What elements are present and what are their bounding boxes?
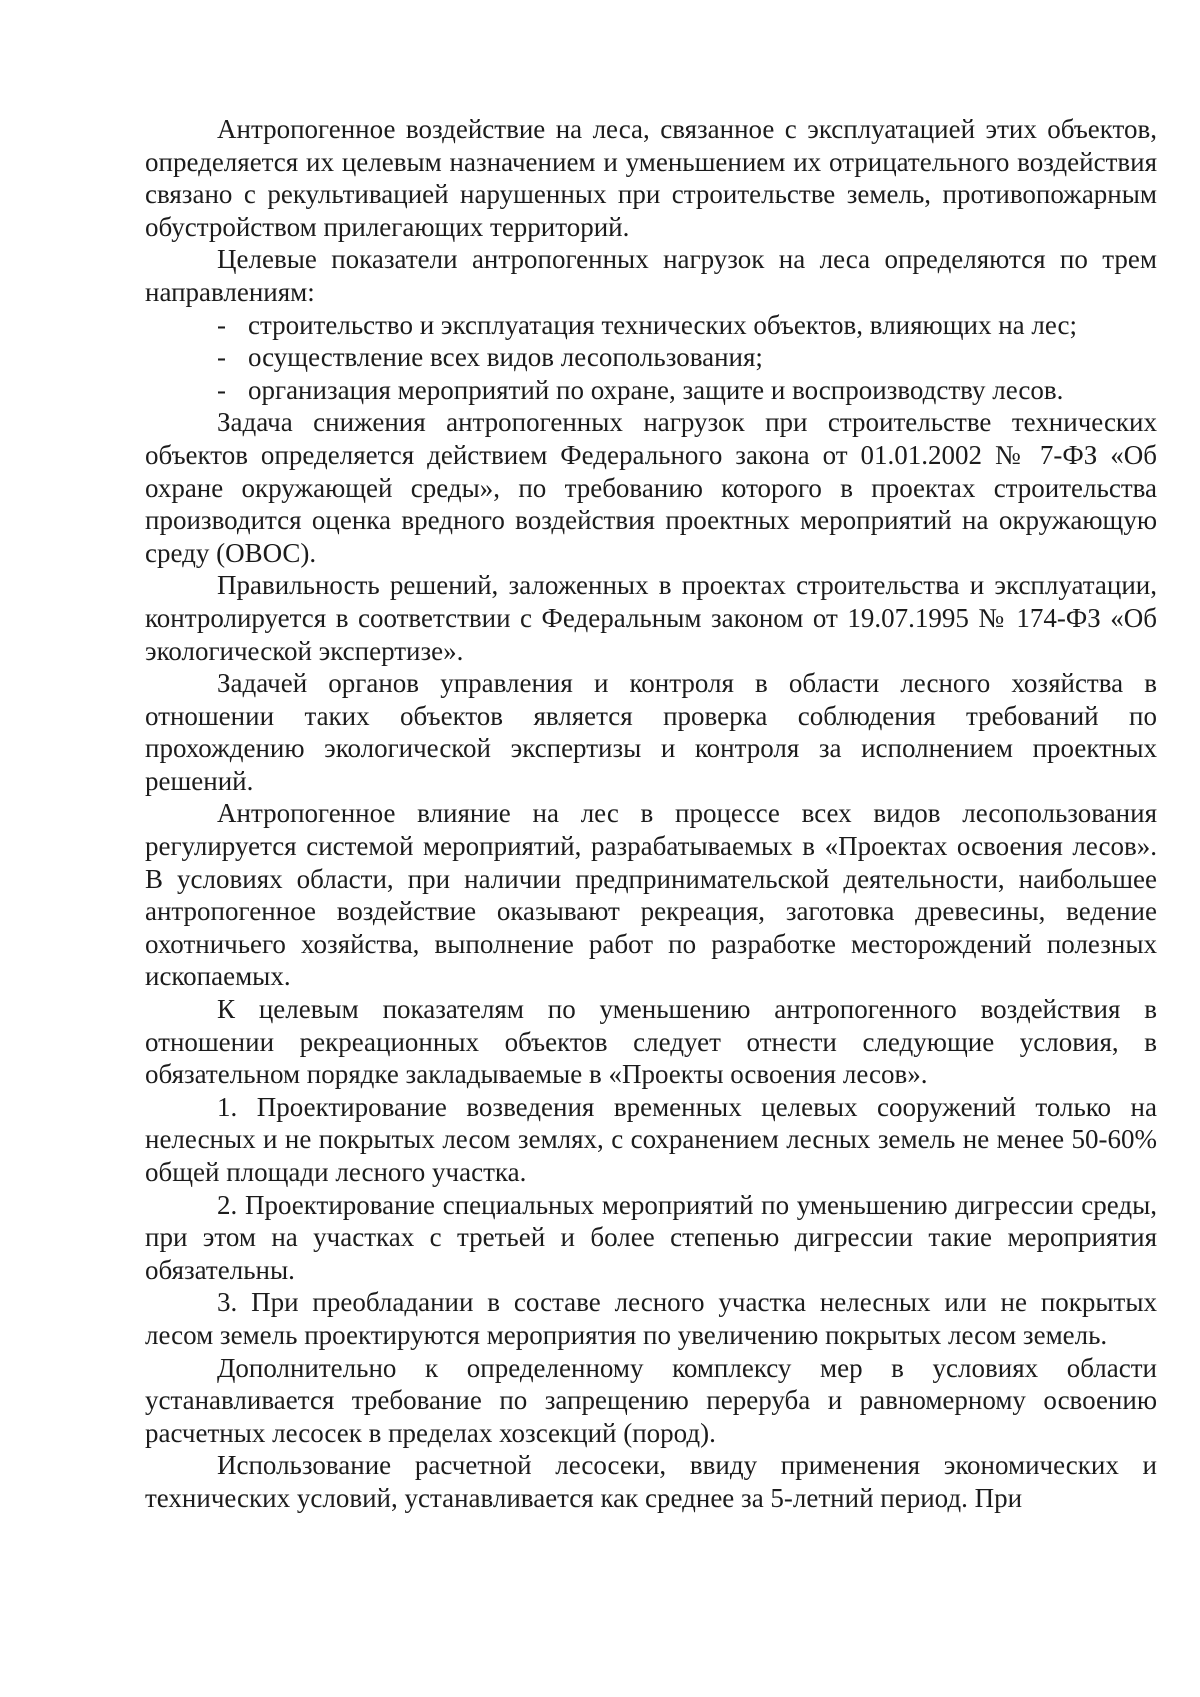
bullet-list — [145, 309, 1157, 407]
numbered-paragraph: 1. Проектирование возведения временных целевых сооружений только на нелесных и не покрытых лесом землях, с сохранением лесных земель не менее 50-60% общей площади лесного участка. — [145, 1091, 1157, 1187]
dash-marker: - — [217, 374, 226, 405]
list-item-text: осуществление всех видов лесопользования; — [248, 342, 763, 373]
paragraph: Задача снижения антропогенных нагрузок при строительстве технических объектов определяется действием Федерального закона от 01.01.2002 № 7-ФЗ «Об охране окружающей среды», по требованию которого в проектах строительства производится оценка вредного воздействия проектных мероприятий на окружающую среду (ОВОС). — [145, 407, 1157, 568]
dash-marker: - — [217, 309, 226, 340]
paragraph: Правильность решений, заложенных в проектах строительства и эксплуатации, контролируется в соответствии с Федеральным законом от 19.07.1995 № 174-ФЗ «Об экологической экспертизе». — [145, 570, 1157, 666]
paragraph: Задачей органов управления и контроля в области лесного хозяйства в отношении таких объектов является проверка соблюдения требований по прохождению экологической экспертизы и контроля за исполнением проектных решений. — [145, 668, 1157, 796]
list-item-text: организация мероприятий по охране, защите и воспроизводству лесов. — [248, 374, 1064, 405]
list-item-text: строительство и эксплуатация технических объектов, влияющих на лес; — [248, 309, 1077, 340]
paragraph: Использование расчетной лесосеки, ввиду применения экономических и технических условий, устанавливается как среднее за 5-летний период. При — [145, 1450, 1157, 1513]
paragraph: Целевые показатели антропогенных нагрузок на леса определяются по трем направлениям: — [145, 244, 1157, 307]
list-item — [145, 374, 1157, 407]
numbered-paragraph: 3. При преобладании в составе лесного участка нелесных или не покрытых лесом земель проектируются мероприятия по увеличению покрытых лесом земель. — [145, 1287, 1157, 1350]
list-item — [145, 341, 1157, 374]
dash-marker: - — [217, 342, 226, 373]
paragraph: К целевым показателям по уменьшению антропогенного воздействия в отношении рекреационных объектов следует отнести следующие условия, в обязательном порядке закладываемые в «Проекты освоения лесов». — [145, 994, 1157, 1090]
paragraph: Антропогенное воздействие на леса, связанное с эксплуатацией этих объектов, определяется их целевым назначением и уменьшением их отрицательного воздействия связано с рекультивацией нарушенных при строительстве земель, противопожарным обустройством прилегающих территорий. — [145, 114, 1157, 242]
paragraph: Антропогенное влияние на лес в процессе всех видов лесопользования регулируется системой мероприятий, разрабатываемых в «Проектах освоения лесов». В условиях области, при наличии предпринимательской деятельности, наибольшее антропогенное воздействие оказывают рекреация, заготовка древесины, ведение охотничьего хозяйства, выполнение работ по разработке месторождений полезных ископаемых. — [145, 798, 1157, 992]
list-item — [145, 309, 1157, 342]
document-body — [145, 113, 1157, 1515]
paragraph: Дополнительно к определенному комплексу мер в условиях области устанавливается требование по запрещению переруба и равномерному освоению расчетных лесосек в пределах хозсекций (пород). — [145, 1352, 1157, 1448]
numbered-paragraph: 2. Проектирование специальных мероприятий по уменьшению дигрессии среды, при этом на участках с третьей и более степенью дигрессии такие мероприятия обязательны. — [145, 1189, 1157, 1285]
